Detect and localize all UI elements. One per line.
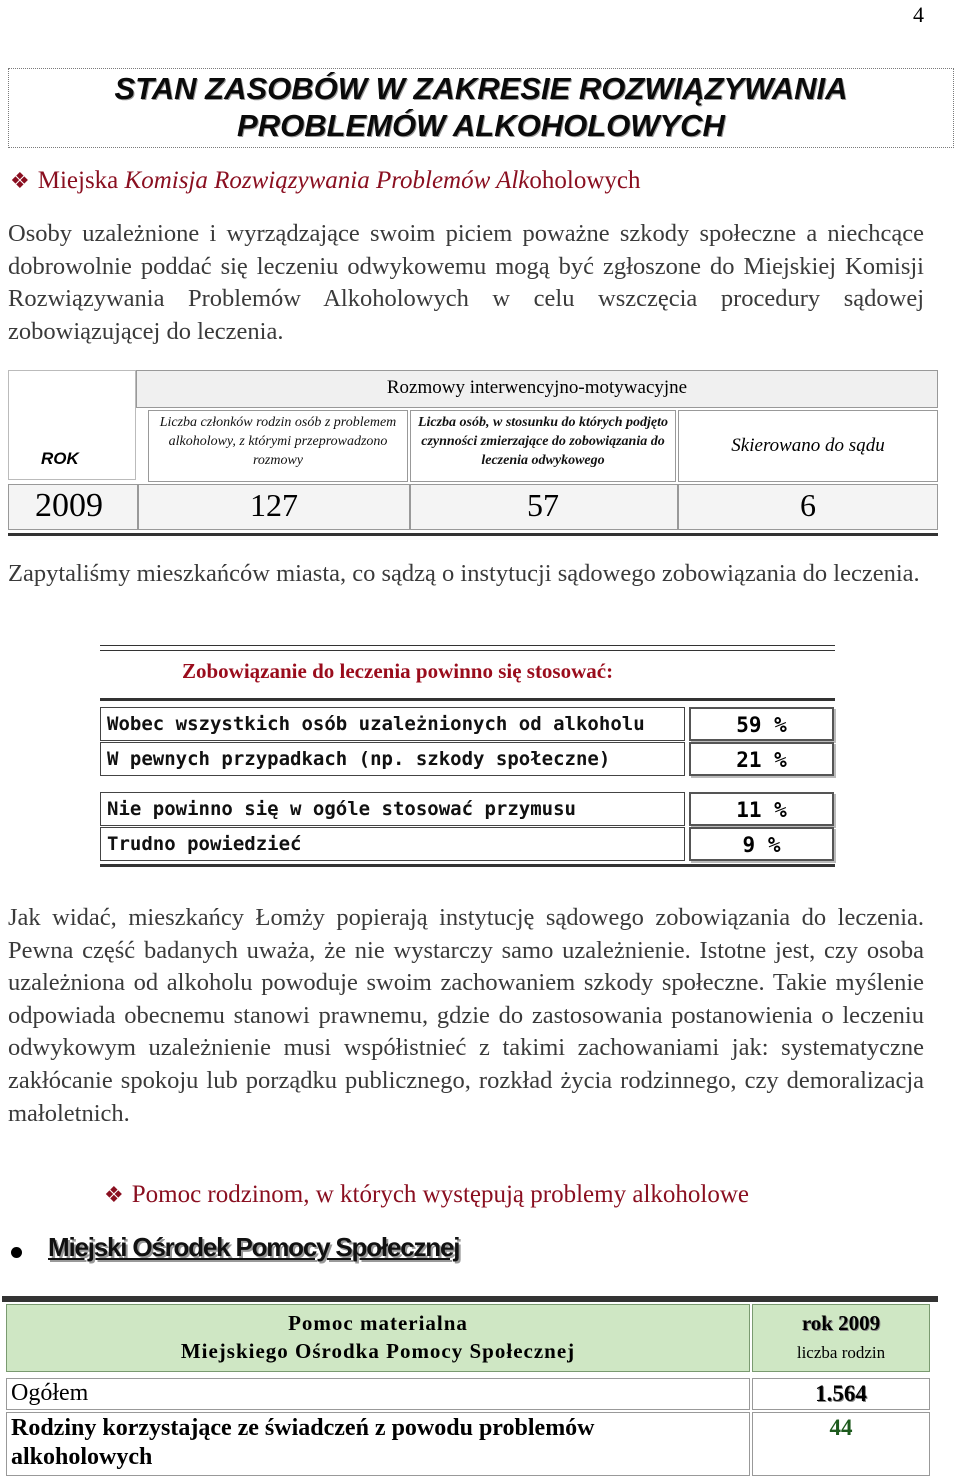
table-row (752, 1412, 930, 1476)
survey-rule (100, 698, 835, 701)
survey-row-label: Nie powinno się w ogóle stosować przymusu (100, 792, 685, 826)
page-title-line-1: STAN ZASOBÓW W ZAKRESIE ROZWIĄZYWANIA (114, 71, 848, 106)
survey-row-label: W pewnych przypadkach (np. szkody społeczne) (100, 742, 685, 776)
table-row (6, 1412, 750, 1476)
bullet-icon (11, 1247, 22, 1258)
row-value-family-members: 127 (250, 487, 298, 523)
table2-row-label: Ogółem (11, 1380, 89, 1406)
section-heading-commission: ❖ Miejska Komisja Rozwiązywania Problemów Alkoholowych (10, 167, 641, 194)
diamond-bullet-icon: ❖ (104, 1182, 124, 1207)
page-number: 4 (913, 2, 924, 27)
rok-label: ROK (41, 449, 79, 468)
table-row (752, 1378, 930, 1410)
title-box (8, 68, 954, 148)
table2-row-value: 44 (829, 1415, 853, 1440)
col-header-persons-proceedings: Liczba osób, w stosunku do których podjęto czynności zmierzające do zobowiązania do leczenia odwykowego (410, 410, 676, 482)
row-value-persons-proceedings: 57 (527, 487, 559, 523)
survey-title: Zobowiązanie do leczenia powinno się stosować: (182, 659, 614, 683)
rok-cell (8, 370, 136, 480)
table2-header-line-1: Pomoc materialna (288, 1311, 468, 1335)
survey-row-value: 59 % (689, 707, 834, 741)
survey-row-label: Trudno powiedzieć (100, 827, 685, 861)
survey-intro-paragraph: Zapytaliśmy mieszkańców miasta, co sądzą o instytucji sądowego zobowiązania do leczenia. (8, 560, 920, 587)
page-title-line-2: PROBLEMÓW ALKOHOLOWYCH (237, 108, 725, 143)
survey-bottom-rule (100, 864, 835, 867)
group-header-cell (136, 370, 938, 408)
table-row (8, 484, 938, 530)
table2-top-border (2, 1296, 938, 1302)
col-header-court-cell (678, 410, 938, 482)
table2-header-cell (6, 1304, 750, 1372)
row-value-court: 6 (800, 487, 816, 523)
table2-row-value: 1.564 (815, 1381, 867, 1406)
table2-header-line-2: Miejskiego Ośrodka Pomocy Społecznej (180, 1339, 576, 1363)
col-header-court: Skierowano do sądu (731, 435, 885, 456)
section-heading-family-help: ❖ Pomoc rodzinom, w których występują problemy alkoholowe (104, 1181, 749, 1208)
interventions-table (8, 370, 938, 538)
survey-row-value: 11 % (689, 792, 834, 826)
survey-row-value: 21 % (689, 742, 834, 776)
row-year: 2009 (35, 487, 103, 524)
analysis-paragraph: Jak widać, mieszkańcy Łomży popierają instytucję sądowego zobowiązania do leczenia. Pewna część badanych uważa, że nie wystarczy samo uzależnienie. Istotne jest, czy osoba uzależniona od alkoholu powoduje swoim zachowaniem szkody społeczne. Takie myślenie odpowiada obecnemu stanowi prawnemu, gdzie do zastosowania postanowienia o leczeniu odwykowym uzależnienie musi współistnieć z takimi zachowaniami jak: systematyczne zakłócanie spokoju lub porządku publicznego, rozkład życia rodzinnego, czy demoralizacja małoletnich. (8, 904, 924, 1127)
table2-unit-label: liczba rodzin (796, 1343, 886, 1362)
group-header: Rozmowy interwencyjno-motywacyjne (386, 377, 688, 398)
survey-row-value: 9 % (689, 827, 834, 861)
table-row (6, 1378, 750, 1410)
diamond-bullet-icon: ❖ (10, 168, 30, 193)
mops-heading: Miejski Ośrodek Pomocy Społecznej (48, 1232, 460, 1262)
table2-year-label: rok 2009 (801, 1311, 881, 1335)
survey-row-label: Wobec wszystkich osób uzależnionych od alkoholu (100, 707, 685, 741)
col-header-family-members: Liczba członków rodzin osób z problemem alkoholowy, z którymi przeprowadzono rozmowy (148, 410, 408, 482)
survey-top-rule (100, 645, 835, 651)
intro-paragraph: Osoby uzależnione i wyrządzające swoim piciem poważne szkody społeczne a niechcące dobrowolnie poddać się leczeniu odwykowemu mogą być zgłoszone do Miejskiej Komisji Rozwiązywania Problemów Alkoholowych w celu wszczęcia procedury sądowej zobowiązującej do leczenia. (8, 220, 924, 345)
table2-year-cell (752, 1304, 930, 1372)
table2-row-label: Rodziny korzystające ze świadczeń z powodu problemów alkoholowych (11, 1415, 595, 1470)
